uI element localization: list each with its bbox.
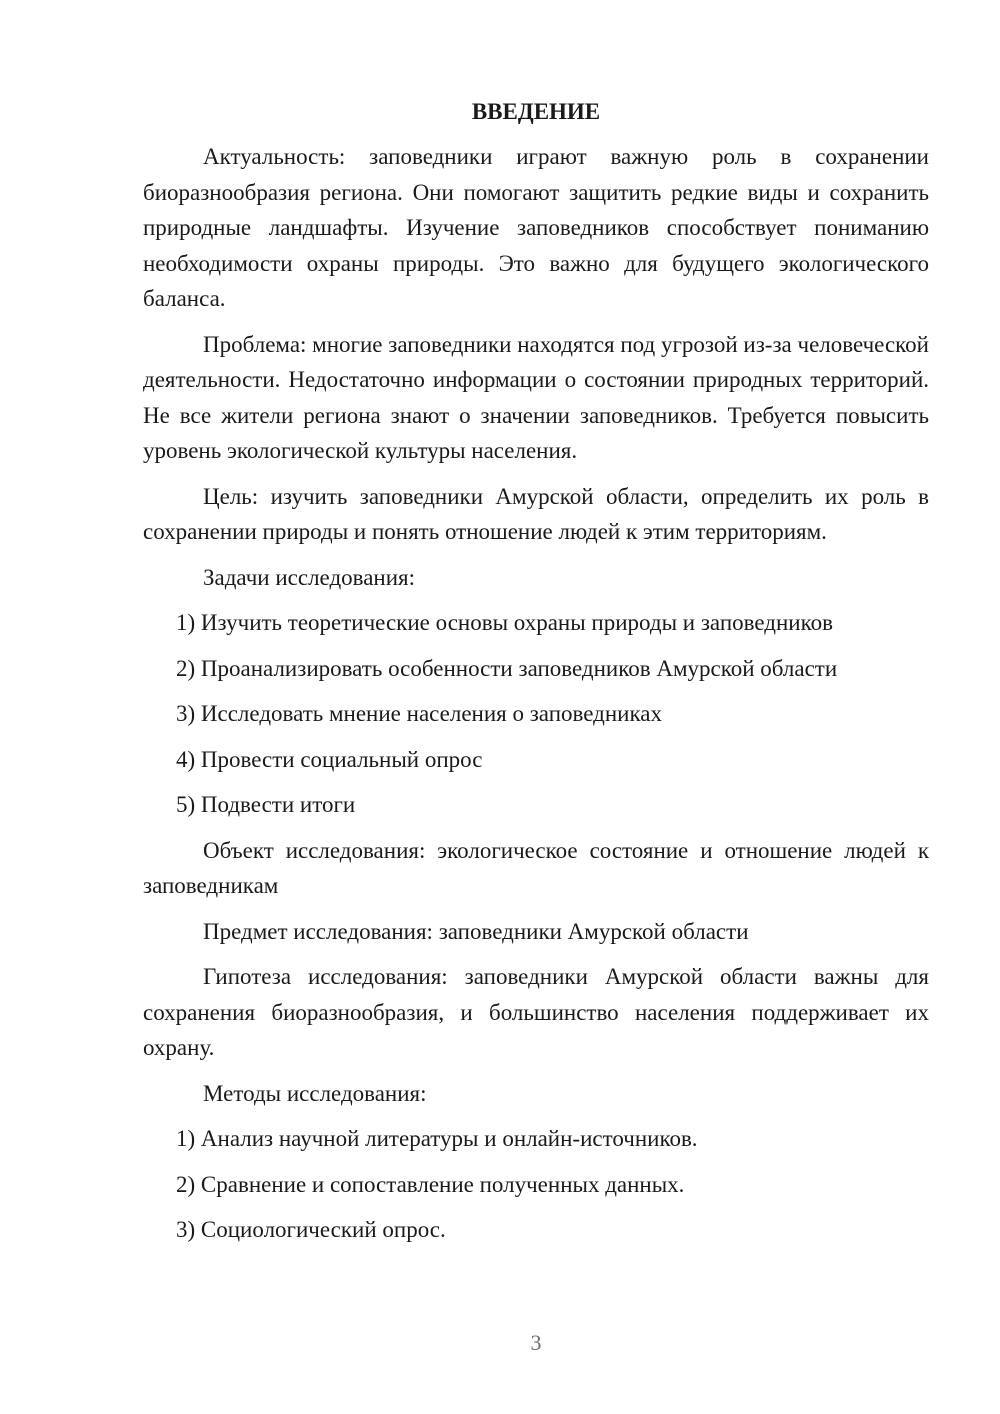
page-title: ВВЕДЕНИЕ [471, 99, 601, 124]
task-item: 2) Проанализировать особенности заповедников Амурской области [176, 655, 838, 681]
task-item: 3) Исследовать мнение населения о заповедниках [176, 701, 663, 726]
task-item: 5) Подвести итоги [176, 792, 356, 817]
goal-paragraph: Цель: изучить заповедники Амурской области, определить их роль в сохранении природы и понять отношение людей к этим территориям. [143, 483, 929, 544]
hypothesis-paragraph: Гипотеза исследования: заповедники Амурской области важны для сохранения биоразнообразия, и большинство населения поддерживает их охрану. [143, 964, 929, 1060]
task-item: 4) Провести социальный опрос [176, 746, 483, 772]
methods-heading: Методы исследования: [203, 1080, 427, 1106]
method-item: 2) Сравнение и сопоставление полученных данных. [176, 1171, 685, 1197]
tasks-list [143, 605, 929, 823]
method-item: 3) Социологический опрос. [176, 1217, 446, 1242]
task-item: 1) Изучить теоретические основы охраны природы и заповедников [176, 610, 833, 635]
tasks-heading: Задачи исследования: [203, 564, 416, 590]
methods-list [143, 1121, 929, 1248]
method-item: 1) Анализ научной литературы и онлайн-источников. [176, 1126, 698, 1151]
relevance-paragraph: Актуальность: заповедники играют важную роль в сохранении биоразнообразия региона. Они помогают защитить редкие виды и сохранить природные ландшафты. Изучение заповедников способствует пониманию необходимости охраны природы. Это важно для будущего экологического баланса. [143, 144, 929, 311]
object-paragraph: Объект исследования: экологическое состояние и отношение людей к заповедникам [143, 837, 929, 898]
problem-paragraph: Проблема: многие заповедники находятся под угрозой из-за человеческой деятельности. Недостаточно информации о состоянии природных территорий. Не все жители региона знают о значении заповедников. Требуется повысить уровень экологической культуры населения. [143, 331, 929, 463]
page-number: 3 [530, 1330, 542, 1355]
page-content [143, 96, 929, 1258]
subject-paragraph: Предмет исследования: заповедники Амурской области [203, 918, 749, 944]
